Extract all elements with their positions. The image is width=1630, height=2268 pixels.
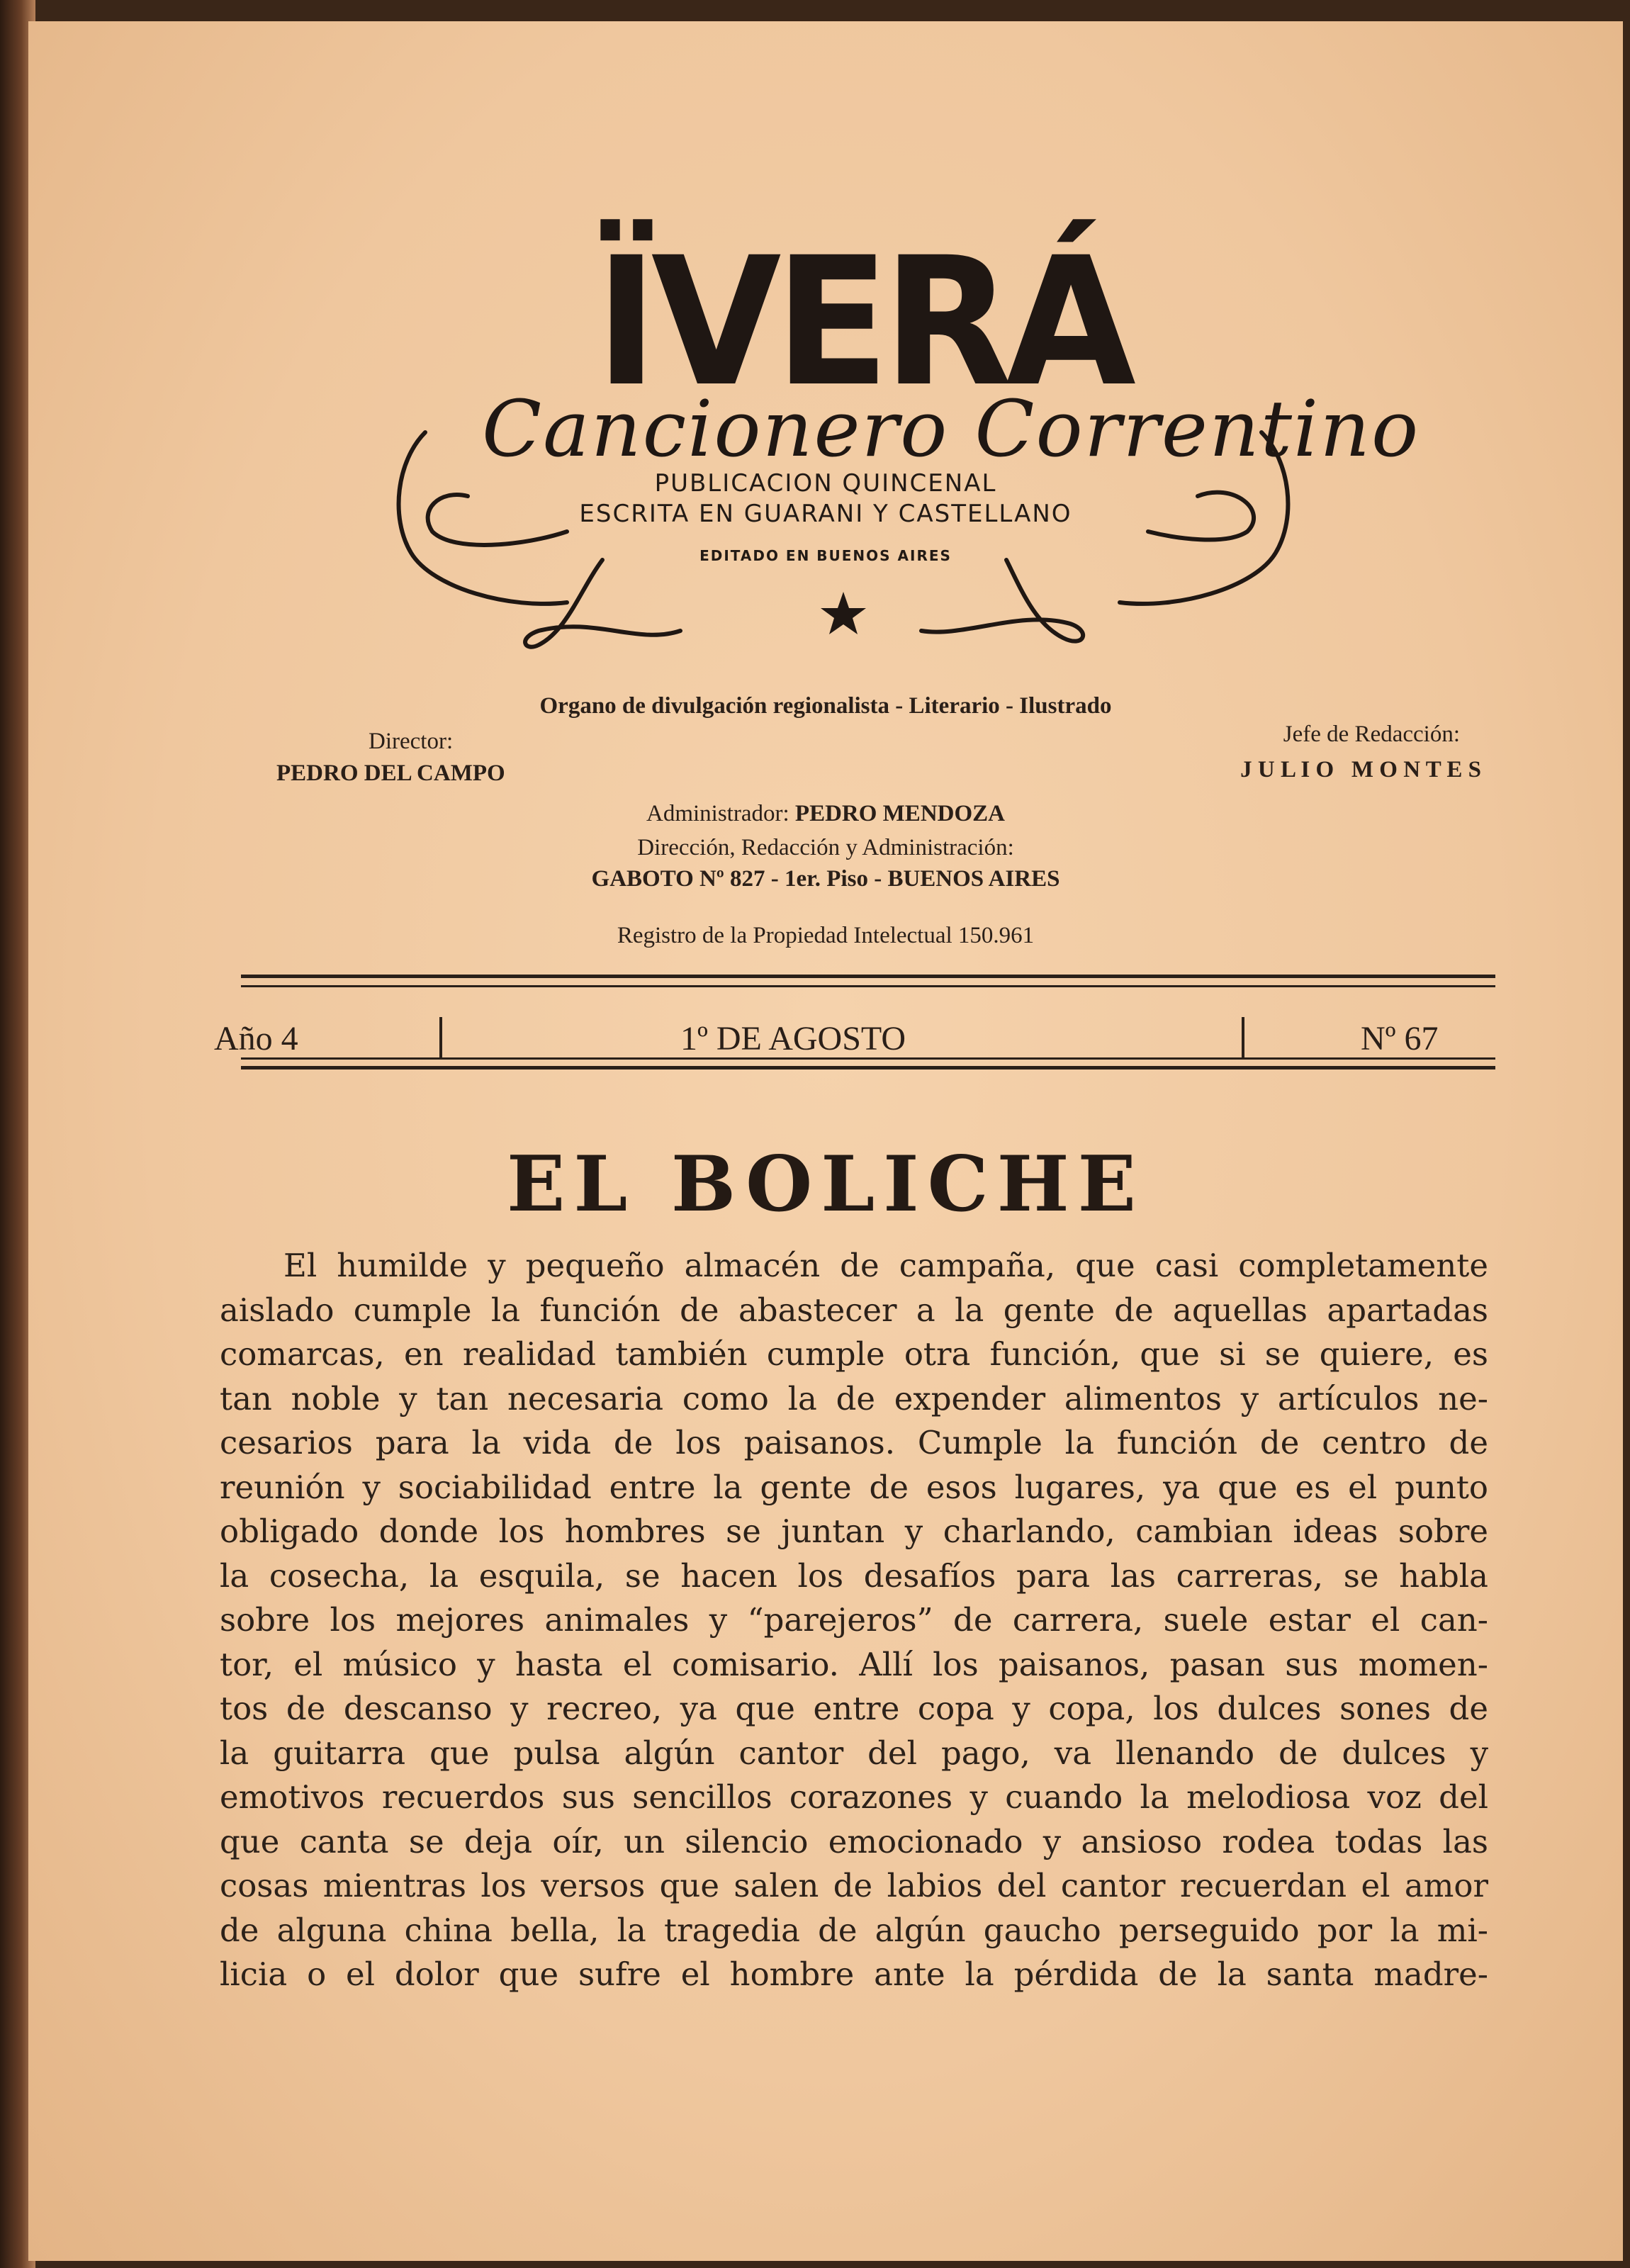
article-line: [220, 1510, 1488, 1554]
director-name: PEDRO DEL CAMPO: [276, 760, 505, 786]
direccion-label: Dirección, Redacción y Administración:: [637, 835, 1014, 860]
article-line: [220, 1332, 1488, 1376]
article-line: [220, 1289, 1488, 1332]
bottom-rule-thin: [241, 1057, 1495, 1060]
article-line-text: sobre los mejores animales y “parejeros” de carrera, suele estar el can-: [220, 1601, 1488, 1639]
jefe-label: Jefe de Redacción:: [1283, 722, 1460, 747]
article-line-text: obligado donde los hombres se juntan y charlando, cambian ideas sobre: [220, 1512, 1488, 1550]
article-line-text: aislado cumple la función de abastecer a la gente de aquellas apartadas: [220, 1291, 1488, 1329]
admin-name: PEDRO MENDOZA: [794, 801, 1005, 826]
article-line: [220, 1421, 1488, 1465]
article-line: [220, 1377, 1488, 1421]
logo-title: ÏVERÁ: [595, 219, 1130, 425]
jefe-name: J U L I O M O N T E S: [1240, 757, 1481, 782]
administrador-line: [28, 801, 1623, 827]
top-rule: [241, 975, 1495, 978]
logo-subtitle: Cancionero Correntino: [482, 383, 1420, 474]
article-line: [220, 1598, 1488, 1642]
admin-label: Administrador:: [646, 801, 789, 826]
article-line: [220, 1687, 1488, 1731]
article-title: EL BOLICHE: [507, 1140, 1145, 1229]
article-line-text: reunión y sociabilidad entre la gente de esos lugares, ya que es el punto: [220, 1468, 1488, 1506]
divider: [439, 1017, 442, 1060]
article-line: [220, 1466, 1488, 1510]
magazine-page: [28, 21, 1623, 2261]
logo-line-1: PUBLICACION QUINCENAL: [654, 469, 997, 498]
article-line-text: licia o el dolor que sufre el hombre ante la pérdida de la santa madre-: [220, 1955, 1488, 1993]
issue-date: 1º DE AGOSTO: [680, 1020, 906, 1057]
top-rule-thin: [241, 985, 1495, 987]
article-line: [220, 1864, 1488, 1908]
logo-line-2: ESCRITA EN GUARANI Y CASTELLANO: [579, 500, 1072, 528]
article-line: [220, 1909, 1488, 1953]
article-line-text: la cosecha, la esquila, se hacen los desafíos para las carreras, se habla: [220, 1556, 1488, 1595]
star-icon: [821, 592, 866, 634]
article-line-text: de alguna china bella, la tragedia de algún gaucho perseguido por la mi-: [220, 1911, 1488, 1949]
logo-line-3: EDITADO EN BUENOS AIRES: [699, 547, 952, 564]
article-line: [220, 1731, 1488, 1775]
article-line-text: cosas mientras los versos que salen de labios del cantor recuerdan el amor: [220, 1867, 1488, 1904]
article-line: [220, 1820, 1488, 1864]
registro-line: Registro de la Propiedad Intelectual 150.961: [617, 923, 1035, 948]
director-label: Director:: [369, 729, 454, 754]
issue-number: Nº 67: [1361, 1020, 1439, 1057]
article-line-text: tor, el músico y hasta el comisario. Allí los paisanos, pasan sus momen-: [220, 1645, 1488, 1683]
article-line-text: emotivos recuerdos sus sencillos corazones y cuando la melodiosa voz del: [220, 1778, 1488, 1816]
article-line: [220, 1643, 1488, 1687]
organo-line: Organo de divulgación regionalista - Literario - Ilustrado: [539, 693, 1112, 719]
article-line-text: que canta se deja oír, un silencio emocionado y ansioso rodea todas las: [220, 1822, 1488, 1860]
article-line-text: El humilde y pequeño almacén de campaña, que casi completamente: [283, 1247, 1488, 1284]
article-line: [283, 1244, 1488, 1288]
address-line: GABOTO Nº 827 - 1er. Piso - BUENOS AIRES: [591, 866, 1060, 892]
issue-year: Año 4: [214, 1020, 298, 1057]
article-line: [220, 1554, 1488, 1598]
article-line-text: cesarios para la vida de los paisanos. Cumple la función de centro de: [220, 1424, 1488, 1461]
article-line-text: tan noble y tan necesaria como la de expender alimentos y artículos ne-: [220, 1379, 1488, 1418]
article-line: [220, 1775, 1488, 1819]
article-line-text: tos de descanso y recreo, ya que entre copa y copa, los dulces sones de: [220, 1690, 1488, 1727]
bottom-rule: [241, 1066, 1495, 1070]
article-line-text: comarcas, en realidad también cumple otra función, que si se quiere, es: [220, 1335, 1488, 1373]
divider: [1242, 1017, 1244, 1060]
article-line-text: la guitarra que pulsa algún cantor del pago, va llenando de dulces y: [220, 1734, 1488, 1772]
article-line: [220, 1953, 1488, 1997]
